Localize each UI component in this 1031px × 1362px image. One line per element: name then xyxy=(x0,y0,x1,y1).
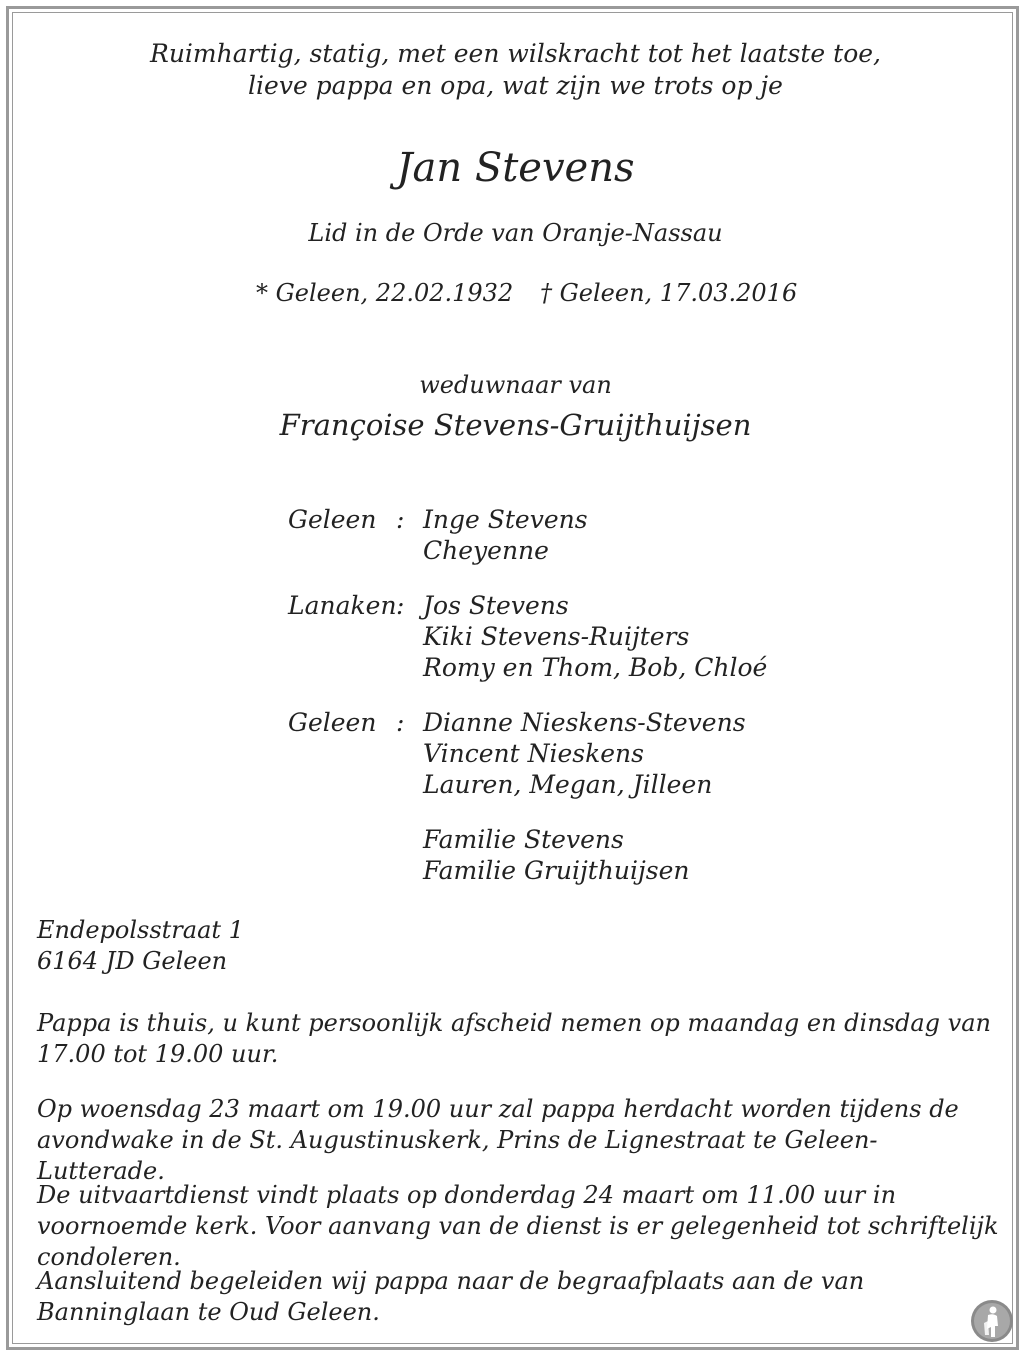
birth-info: * Geleen, 22.02.1932 xyxy=(256,279,514,307)
family-names xyxy=(423,504,588,566)
family-member: Familie Gruijthuijsen xyxy=(423,856,690,885)
family-member: Cheyenne xyxy=(423,536,549,565)
deceased-name: Jan Stevens xyxy=(396,145,635,191)
family-names xyxy=(423,590,767,683)
motto-line-2: lieve pappa en opa, wat zijn we trots op je xyxy=(248,71,783,100)
paragraph-visitation: Pappa is thuis, u kunt persoonlijk afscheid nemen op maandag en dinsdag van 17.00 tot 19.00 uur. xyxy=(37,1009,991,1068)
family-place: Geleen xyxy=(288,505,377,534)
family-member: Vincent Nieskens xyxy=(423,739,644,768)
motto xyxy=(0,38,1031,102)
honor-title: Lid in de Orde van Oranje-Nassau xyxy=(308,219,723,247)
family-member: Inge Stevens xyxy=(423,505,588,534)
family-member: Dianne Nieskens-Stevens xyxy=(423,708,746,737)
family-place: Lanaken xyxy=(288,591,397,620)
family-member: Jos Stevens xyxy=(423,591,569,620)
family-names xyxy=(423,707,746,800)
family-separator: : xyxy=(396,708,405,737)
family-member: Familie Stevens xyxy=(423,825,624,854)
paragraph-vigil: Op woensdag 23 maart om 19.00 uur zal pappa herdacht worden tijdens de avondwake in de St. Augustinuskerk, Prins de Lignestraat te Geleen-Lutterade. xyxy=(37,1095,959,1185)
widower-label: weduwnaar van xyxy=(419,371,612,399)
family-separator: : xyxy=(396,591,405,620)
paragraph-burial: Aansluitend begeleiden wij pappa naar de begraafplaats aan de van Banninglaan te Oud Geleen. xyxy=(37,1267,865,1326)
family-member: Kiki Stevens-Ruijters xyxy=(423,622,690,651)
spouse-name: Françoise Stevens-Gruijthuijsen xyxy=(279,408,752,442)
family-member: Lauren, Megan, Jilleen xyxy=(423,770,713,799)
family-place: Geleen xyxy=(288,708,377,737)
memorial-figure-icon xyxy=(970,1299,1014,1343)
motto-line-1: Ruimhartig, statig, met een wilskracht tot het laatste toe, xyxy=(150,39,881,68)
paragraph-funeral: De uitvaartdienst vindt plaats op donderdag 24 maart om 11.00 uur in voornoemde kerk. Voor aanvang van de dienst is er gelegenheid tot schriftelijk condoleren. xyxy=(37,1181,999,1271)
family-separator: : xyxy=(396,505,405,534)
family-member: Romy en Thom, Bob, Chloé xyxy=(423,653,768,682)
family-names xyxy=(423,824,689,886)
address xyxy=(37,915,1002,977)
address-street: Endepolsstraat 1 xyxy=(37,916,244,944)
death-info: † Geleen, 17.03.2016 xyxy=(540,279,798,307)
address-city: 6164 JD Geleen xyxy=(37,947,228,975)
